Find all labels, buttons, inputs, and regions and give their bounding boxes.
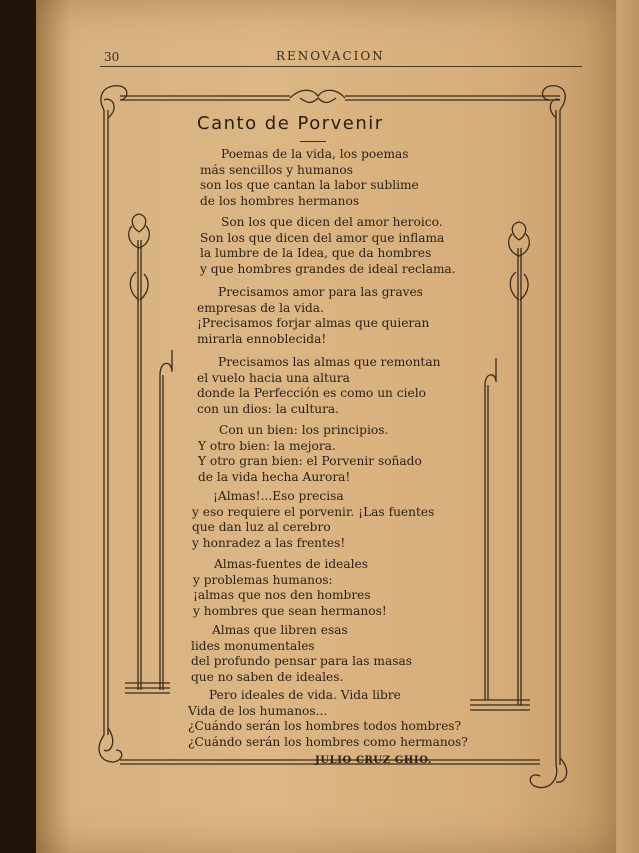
poem-line: que no saben de ideales. (191, 669, 344, 684)
poem-line: de los hombres hermanos (200, 193, 360, 208)
poem-line: del profundo pensar para las masas (191, 654, 412, 669)
stanza (192, 489, 482, 551)
stanza (188, 688, 478, 750)
left-hook-stem (160, 350, 172, 690)
poem-line: ¿Cuándo serán los hombres como hermanos? (188, 734, 468, 749)
stanza (200, 215, 490, 277)
poem-line: Son los que dicen del amor heroico. (221, 215, 443, 229)
poem-line: y problemas humanos: (193, 572, 333, 587)
poem-line: Precisamos amor para las graves (218, 285, 423, 299)
author-signature: JULIO CRUZ GHIO. (315, 755, 432, 766)
poem-line: Poemas de la vida, los poemas (221, 147, 409, 161)
corner-bottom-right (530, 758, 566, 788)
corner-bottom-left (99, 728, 122, 762)
magazine-title: RENOVACION (276, 49, 385, 63)
poem-line: con un dios: la cultura. (197, 401, 340, 416)
poem-line: son los que cantan la labor sublime (200, 178, 419, 193)
poem-line: ¡Precisamos forjar almas que quieran (197, 316, 430, 331)
poem-line: ¡Almas!...Eso precisa (213, 489, 344, 503)
poem-line: y que hombres grandes de ideal reclama. (200, 261, 456, 276)
poem-line: ¡almas que nos den hombres (193, 588, 371, 603)
stanza (191, 623, 481, 685)
stanza (197, 355, 487, 417)
poem-line: el vuelo hacia una altura (197, 370, 350, 385)
poem-line: Precisamos las almas que remontan (218, 355, 441, 369)
poem-line: Y otro gran bien: el Porvenir soñado (198, 454, 422, 469)
poem-line: más sencillos y humanos (200, 162, 353, 177)
stanza (193, 557, 483, 619)
poem-line: lides monumentales (191, 638, 315, 653)
poem-line: Pero ideales de vida. Vida libre (209, 688, 401, 702)
corner-top-left (101, 86, 127, 118)
stanza (200, 147, 490, 209)
poem-line: Y otro bien: la mejora. (198, 438, 336, 453)
corner-top-right (543, 86, 566, 118)
poem-line: Vida de los humanos... (188, 703, 328, 718)
poem-line: de la vida hecha Aurora! (198, 469, 351, 484)
poem-title: Canto de Porvenir (197, 113, 384, 134)
left-flower-stem (138, 240, 141, 690)
poem-line: y hombres que sean hermanos! (193, 603, 387, 618)
poem-line: y honradez a las frentes! (192, 535, 346, 550)
poem-line: Son los que dicen del amor que inflama (200, 230, 445, 245)
poem-line: Almas que libren esas (212, 623, 348, 637)
right-flower-stem (518, 248, 521, 705)
top-ornament (290, 90, 345, 102)
poem-line: que dan luz al cerebro (192, 520, 331, 535)
poem-line: mirarla ennoblecida! (197, 331, 327, 346)
poem-line: Con un bien: los principios. (219, 423, 389, 437)
poem-line: donde la Perfección es como un cielo (197, 386, 426, 401)
page-number: 30 (104, 50, 120, 64)
poem-line: Almas-fuentes de ideales (214, 557, 368, 571)
stanza (198, 423, 488, 485)
stanza (197, 285, 487, 347)
poem-line: empresas de la vida. (197, 300, 324, 315)
poem-line: la lumbre de la Idea, que da hombres (200, 246, 432, 261)
poem-line: y eso requiere el porvenir. ¡Las fuentes (192, 504, 435, 519)
title-rule (300, 141, 326, 142)
poem-line: ¿Cuándo serán los hombres todos hombres? (188, 719, 462, 734)
